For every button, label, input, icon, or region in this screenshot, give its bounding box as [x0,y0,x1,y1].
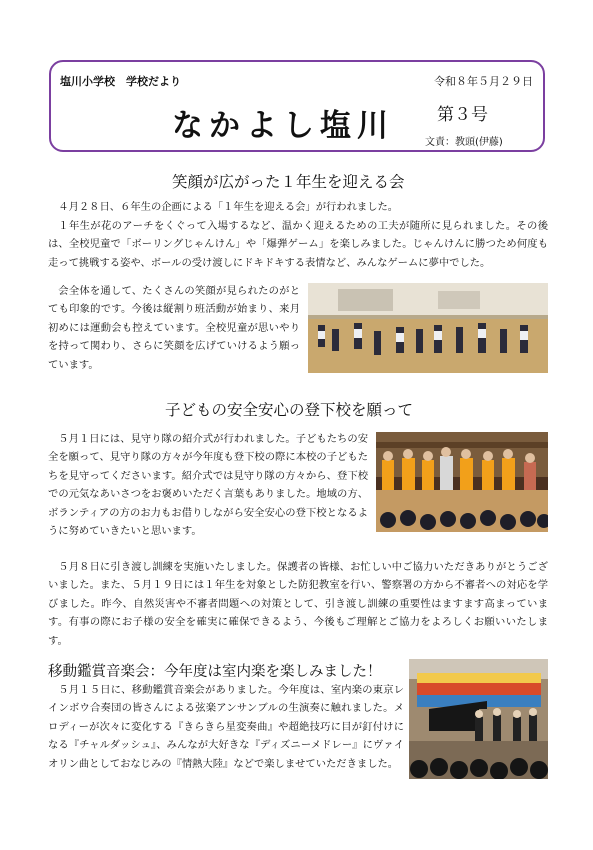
article1-paragraph2: １年生が花のアーチをくぐって入場するなど、温かく迎えるための工夫が随所に見られました。その後は、全校児童で「ボーリングじゃんけん」や「爆弾ゲーム」を楽しみました。じゃんけんに勝つため何度も走って挑戦する姿や、ボールの受け渡しにドキドキする表情など、みんなゲームに夢中でした。 [48,220,548,269]
newsletter-title: なかよし塩川 [172,108,394,144]
concert-photo [409,659,548,779]
article1-heading: 笑顔が広がった１年生を迎える会 [172,173,405,191]
article3-heading: 移動鑑賞音楽会：今年度は室内楽を楽しみました！ [48,664,382,680]
issue-date: 令和８年５月２９日 [434,75,533,88]
article1-paragraph1: ４月２８日、６年生の企画による「１年生を迎える会」が行われました。 [58,201,399,213]
article2-heading: 子どもの安全安心の登下校を願って [165,401,414,419]
article1-paragraph3: 会全体を通して、たくさんの笑顔が見られたのがとても印象的です。今後は縦割り班活動が始まり、来月初めには運動会も控えています。全校児童が思いやりを持って関わり、さらに笑顔を広げていけるよう願っています。 [48,285,300,371]
author-credit: 文責：教頭(伊藤) [425,137,503,148]
safety-volunteers-photo [376,432,548,532]
welcome-party-photo [308,283,548,373]
issue-number: 第３号 [437,105,488,125]
school-name: 塩川小学校 学校だより [60,75,181,88]
article2-paragraph1: ５月１日には、見守り隊の紹介式が行われました。子どもたちの安全を願って、見守り隊の方々が今年度も登下校の際に本校の子どもたちを見守ってくださいます。紹介式では見守り隊の方々から、登下校での元気なあいさつをお褒めいただく言葉もありました。地域の方、ボランティアの方のお力もお借りしながら安全安心の登下校となるように努めていきたいと思います。 [48,433,368,538]
article2-paragraph2: ５月８日に引き渡し訓練を実施いたしました。保護者の皆様、お忙しい中ご協力いただきありがとうございました。また、５月１９日には１年生を対象とした防犯教室を行い、警察署の方から不審者への対応を学びました。昨今、自然災害や不審者問題への対策として、引き渡し訓練の重要性はますます高まっています。有事の際にお子様の安全を確実に確保できるよう、今後もご理解とご協力をよろしくお願いいたします。 [48,561,548,647]
article3-paragraph1: ５月１５日に、移動鑑賞音楽会がありました。今年度は、室内楽の東京レインボウ合奏団の皆さんによる弦楽アンサンブルの生演奏に触れました。メロディーが次々に変化する『きらきら星変奏曲』や超絶技巧に目が釘付けになる『チャルダッシュ』、みんなが大好きな『ディズニーメドレー』にヴァイオリン曲としておなじみの『情熱大陸』などで楽しませていただきました。 [48,684,404,770]
